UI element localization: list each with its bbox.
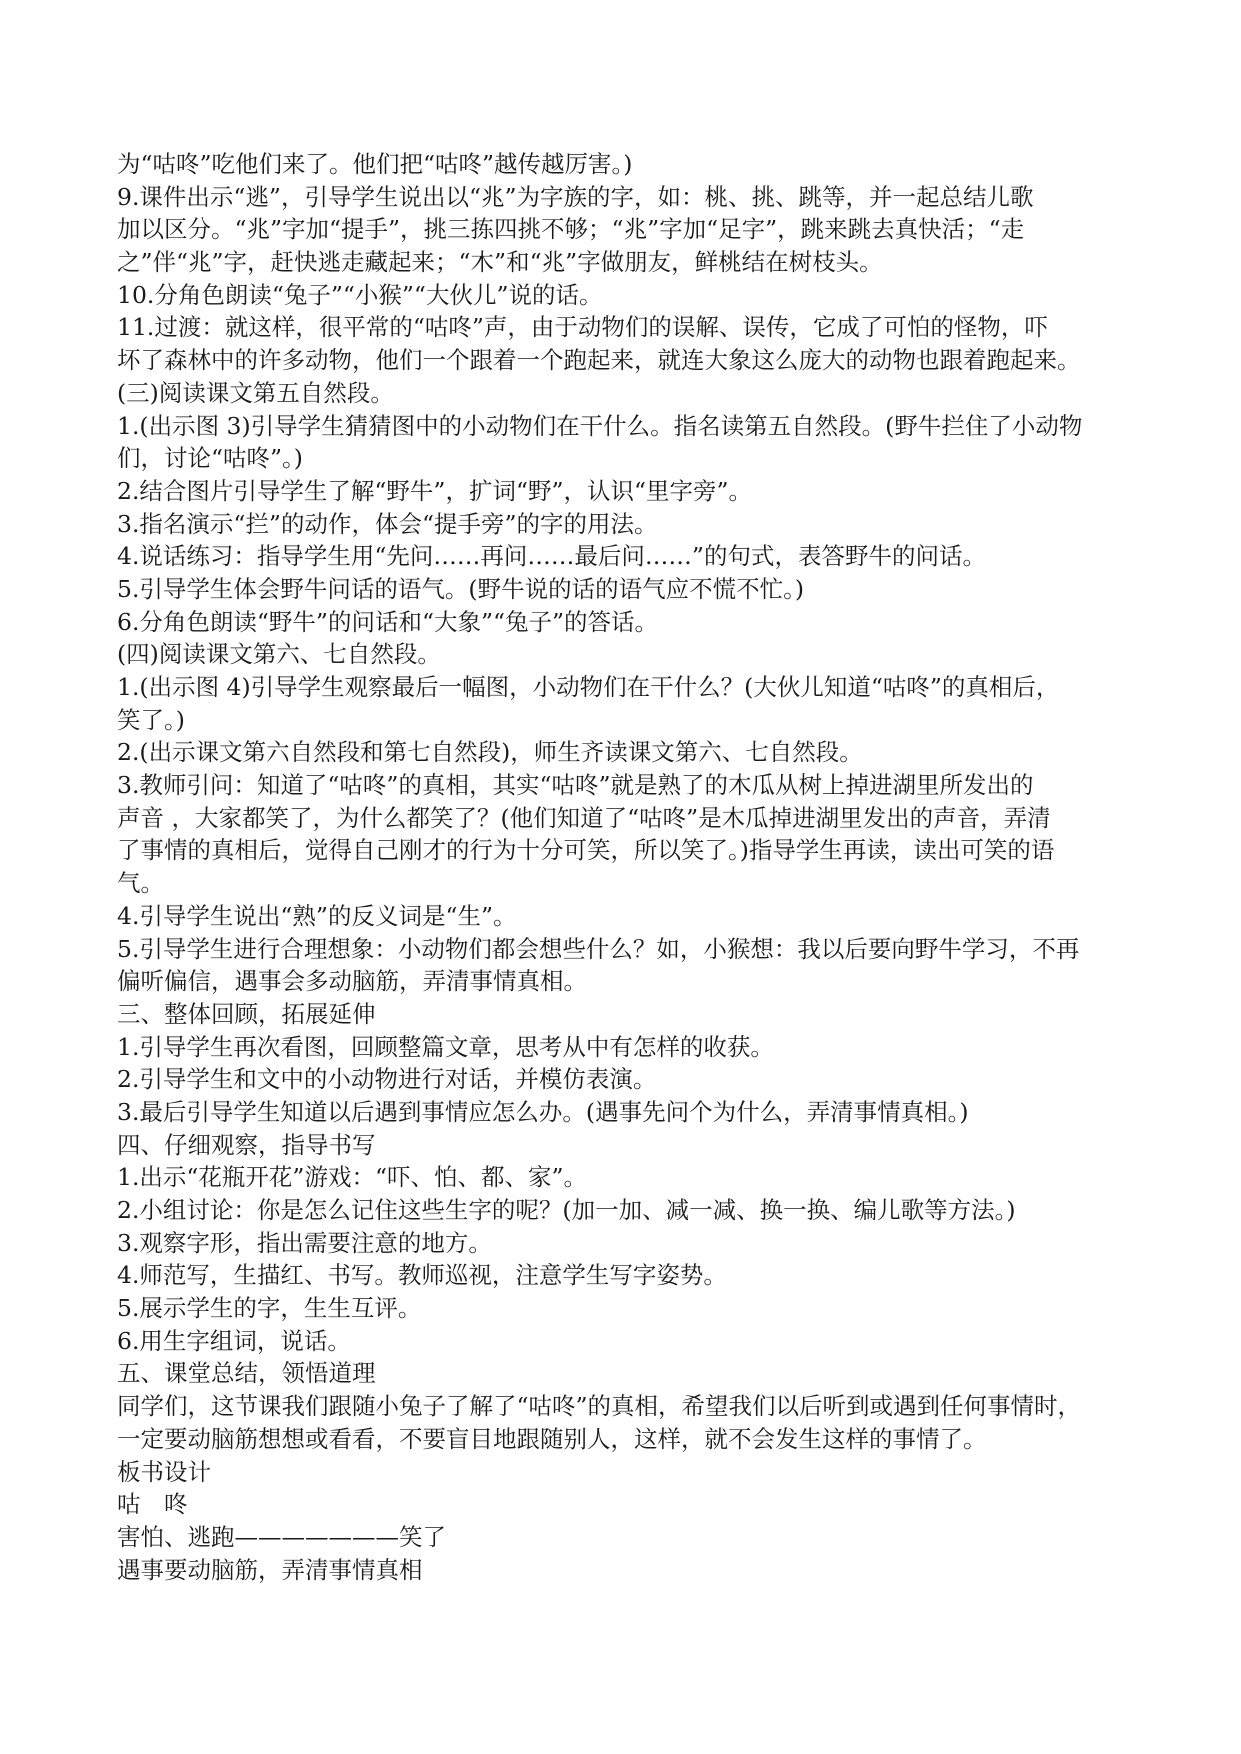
text-line: 笑了。) <box>117 705 185 734</box>
text-line: 3.教师引问：知道了“咕咚”的真相，其实“咕咚”就是熟了的木瓜从树上掉进湖里所发出的 <box>117 771 1034 800</box>
text-line: 1.(出示图 3)引导学生猜猜图中的小动物们在干什么。指名读第五自然段。(野牛拦住了小动物 <box>117 411 1083 440</box>
text-line: 10.分角色朗读“兔子”“小猴”“大伙儿”说的话。 <box>117 280 603 309</box>
text-line: 1.引导学生再次看图，回顾整篇文章，思考从中有怎样的收获。 <box>117 1032 774 1061</box>
text-line: 4.说话练习：指导学生用“先问……再问……最后问……”的句式，表答野牛的问话。 <box>117 542 986 571</box>
text-line: 2.(出示课文第六自然段和第七自然段)，师生齐读课文第六、七自然段。 <box>117 738 863 767</box>
text-line: 1.出示“花瓶开花”游戏：“吓、怕、都、家”。 <box>117 1163 587 1192</box>
text-line: 3.观察字形，指出需要注意的地方。 <box>117 1228 492 1257</box>
text-line: (三)阅读课文第五自然段。 <box>117 378 394 407</box>
text-line: 偏听偏信，遇事会多动脑筋，弄清事情真相。 <box>117 967 587 996</box>
text-line: 为“咕咚”吃他们来了。他们把“咕咚”越传越厉害。) <box>117 150 633 178</box>
text-line: 6.用生字组词，说话。 <box>117 1326 351 1355</box>
text-line: 遇事要动脑筋，弄清事情真相 <box>117 1555 423 1584</box>
text-line: 了事情的真相后，觉得自己刚才的行为十分可笑，所以笑了。)指导学生再读，读出可笑的语 <box>117 836 1055 865</box>
text-line: 之”伴“兆”字，赶快逃走藏起来；“木”和“兆”字做朋友，鲜桃结在树枝头。 <box>117 248 883 277</box>
text-line: 11.过渡：就这样，很平常的“咕咚”声，由于动物们的误解、误传，它成了可怕的怪物，吓 <box>117 313 1048 342</box>
text-line: 4.引导学生说出“熟”的反义词是“生”。 <box>117 901 517 930</box>
text-line: 9.课件出示“逃”，引导学生说出以“兆”为字族的字，如：桃、挑、跳等，并一起总结儿歌 <box>117 182 1034 211</box>
text-line: 2.结合图片引导学生了解“野牛”，扩词“野”，认识“里字旁”。 <box>117 476 753 505</box>
text-line: 咕 咚 <box>117 1490 188 1519</box>
text-line: 四、仔细观察，指导书写 <box>117 1130 376 1159</box>
text-line: 板书设计 <box>117 1457 211 1486</box>
text-line: 同学们，这节课我们跟随小兔子了解了“咕咚”的真相，希望我们以后听到或遇到任何事情时， <box>117 1392 1082 1421</box>
text-line: 声音 ，大家都笑了，为什么都笑了？(他们知道了“咕咚”是木瓜掉进湖里发出的声音，弄清 <box>117 803 1051 832</box>
document-page <box>117 148 1127 1586</box>
text-line: 4.师范写，生描红、书写。教师巡视，注意学生写字姿势。 <box>117 1261 727 1290</box>
text-line: 坏了森林中的许多动物，他们一个跟着一个跑起来，就连大象这么庞大的动物也跟着跑起来。 <box>117 346 1081 375</box>
text-line: 5.引导学生体会野牛问话的语气。(野牛说的话的语气应不慌不忙。) <box>117 574 805 603</box>
text-line: 6.分角色朗读“野牛”的问话和“大象”“兔子”的答话。 <box>117 607 659 636</box>
text-line: 3.指名演示“拦”的动作，体会“提手旁”的字的用法。 <box>117 509 658 538</box>
text-line: (四)阅读课文第六、七自然段。 <box>117 640 441 669</box>
text-line: 1.(出示图 4)引导学生观察最后一幅图，小动物们在干什么？(大伙儿知道“咕咚”的真相后， <box>117 673 1060 701</box>
text-line: 2.小组讨论：你是怎么记住这些生字的呢？(加一加、减一减、换一换、编儿歌等方法。) <box>117 1196 1016 1224</box>
text-line: 们，讨论“咕咚”。) <box>117 444 303 473</box>
text-line: 2.引导学生和文中的小动物进行对话，并模仿表演。 <box>117 1065 657 1094</box>
text-line: 加以区分。“兆”字加“提手”，挑三拣四挑不够；“兆”字加“足字”，跳来跳去真快活；“走 <box>117 215 1025 244</box>
text-line: 害怕、逃跑———————笑了 <box>117 1522 446 1551</box>
text-line: 3.最后引导学生知道以后遇到事情应怎么办。(遇事先问个为什么，弄清事情真相。) <box>117 1097 969 1126</box>
text-line: 三、整体回顾，拓展延伸 <box>117 999 376 1028</box>
text-line: 气。 <box>117 869 164 898</box>
text-line: 五、课堂总结，领悟道理 <box>117 1359 376 1388</box>
text-line: 一定要动脑筋想想或看看，不要盲目地跟随别人，这样，就不会发生这样的事情了。 <box>117 1424 987 1453</box>
text-line: 5.引导学生进行合理想象：小动物们都会想些什么？如，小猴想：我以后要向野牛学习，不再 <box>117 934 1080 963</box>
text-line: 5.展示学生的字，生生互评。 <box>117 1294 422 1323</box>
